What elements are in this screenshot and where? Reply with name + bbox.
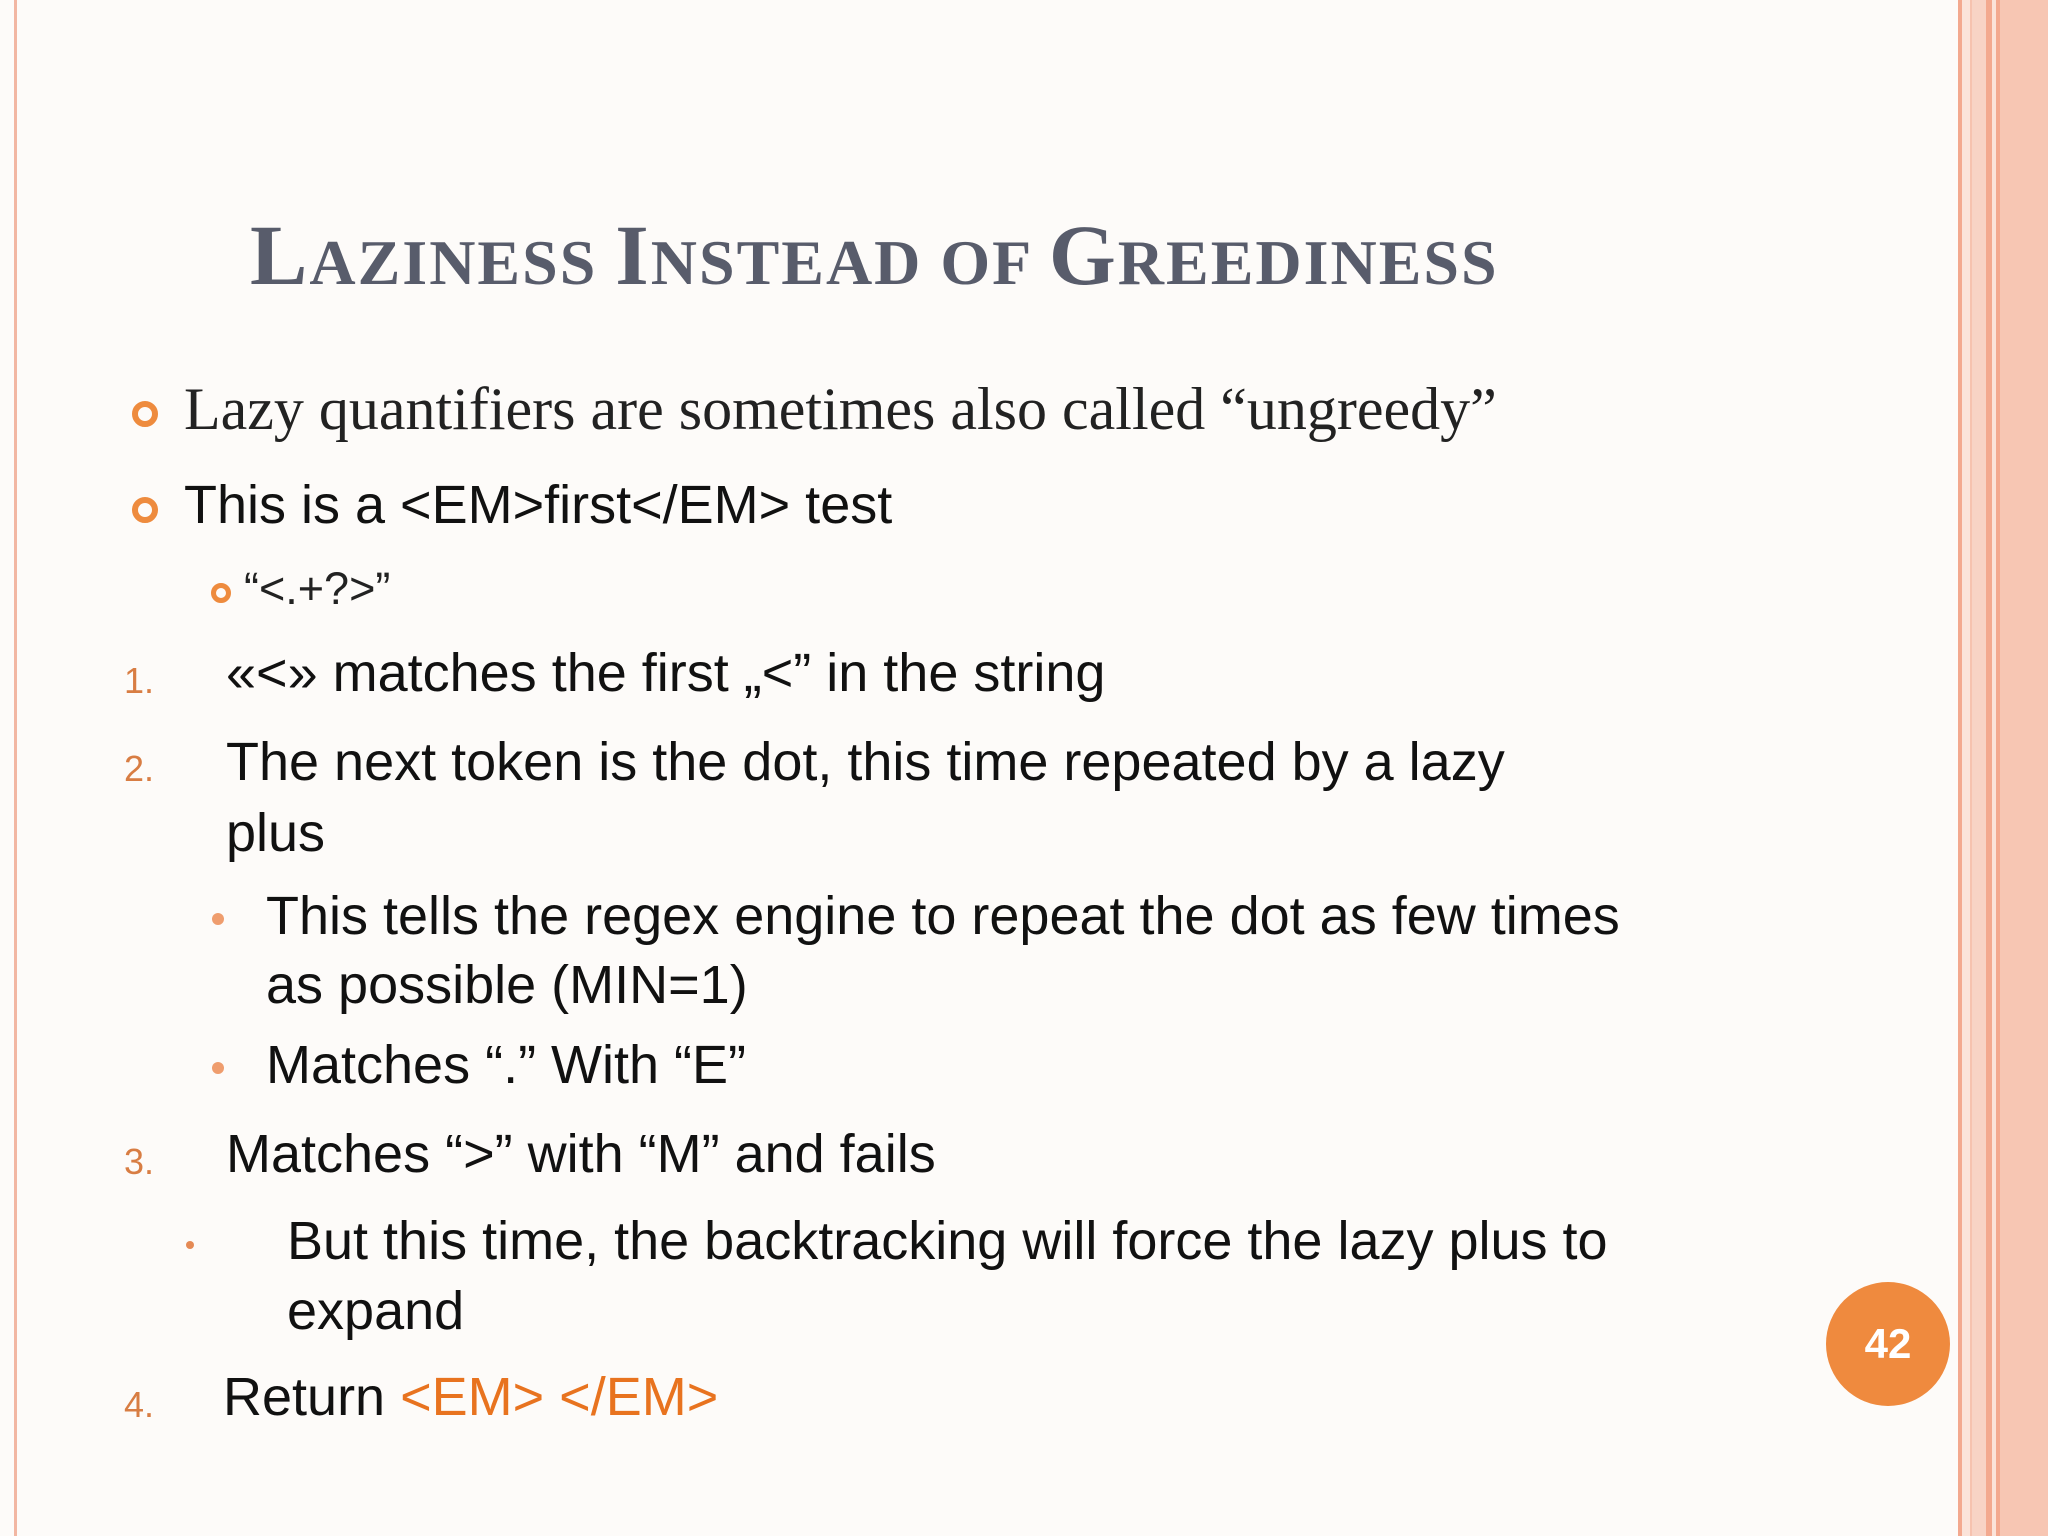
step-number: 4. [124,1384,155,1425]
right-stripe [2000,0,2048,1536]
sub-step-text: But this time, the backtracking will force the lazy plus to [287,1211,1608,1271]
step-text: «<» matches the first „<” in the string [226,643,1106,703]
right-stripe [1962,0,1970,1536]
bullet-text: This is a <EM>first</EM> test [184,475,893,535]
step-text: Matches “>” with “M” and fails [226,1124,936,1184]
dot-bullet-icon [212,913,224,925]
dot-bullet-icon [212,1062,224,1074]
step-number: 1. [124,660,155,701]
left-border-line [14,0,17,1536]
step-text: The next token is the dot, this time repeated by a lazy [226,732,1505,792]
bullet-text: Lazy quantifiers are sometimes also called “ungreedy” [184,376,1497,442]
highlighted-code: <EM> </EM> [400,1367,719,1427]
right-stripe [1972,0,1986,1536]
sub-step-text: as possible (MIN=1) [266,955,748,1015]
step-text: Return <EM> </EM> [223,1367,719,1427]
step-number: 2. [124,748,155,789]
slide-title: LAZINESS INSTEAD OF GREEDINESS [250,207,1499,303]
step-text: plus [226,803,326,863]
sub-step-text: This tells the regex engine to repeat the dot as few times [266,886,1620,946]
step-number: 3. [124,1141,155,1182]
sub-step-text: expand [287,1281,465,1341]
sub-step-text: Matches “.” With “E” [266,1035,747,1095]
ring-bullet-icon [132,401,158,427]
ring-bullet-icon [132,497,158,523]
ring-bullet-icon [211,583,231,603]
sub-bullet-text: “<.+?>” [244,563,391,614]
small-bullet-icon [186,1241,194,1249]
page-number-badge: 42 [1826,1282,1950,1406]
